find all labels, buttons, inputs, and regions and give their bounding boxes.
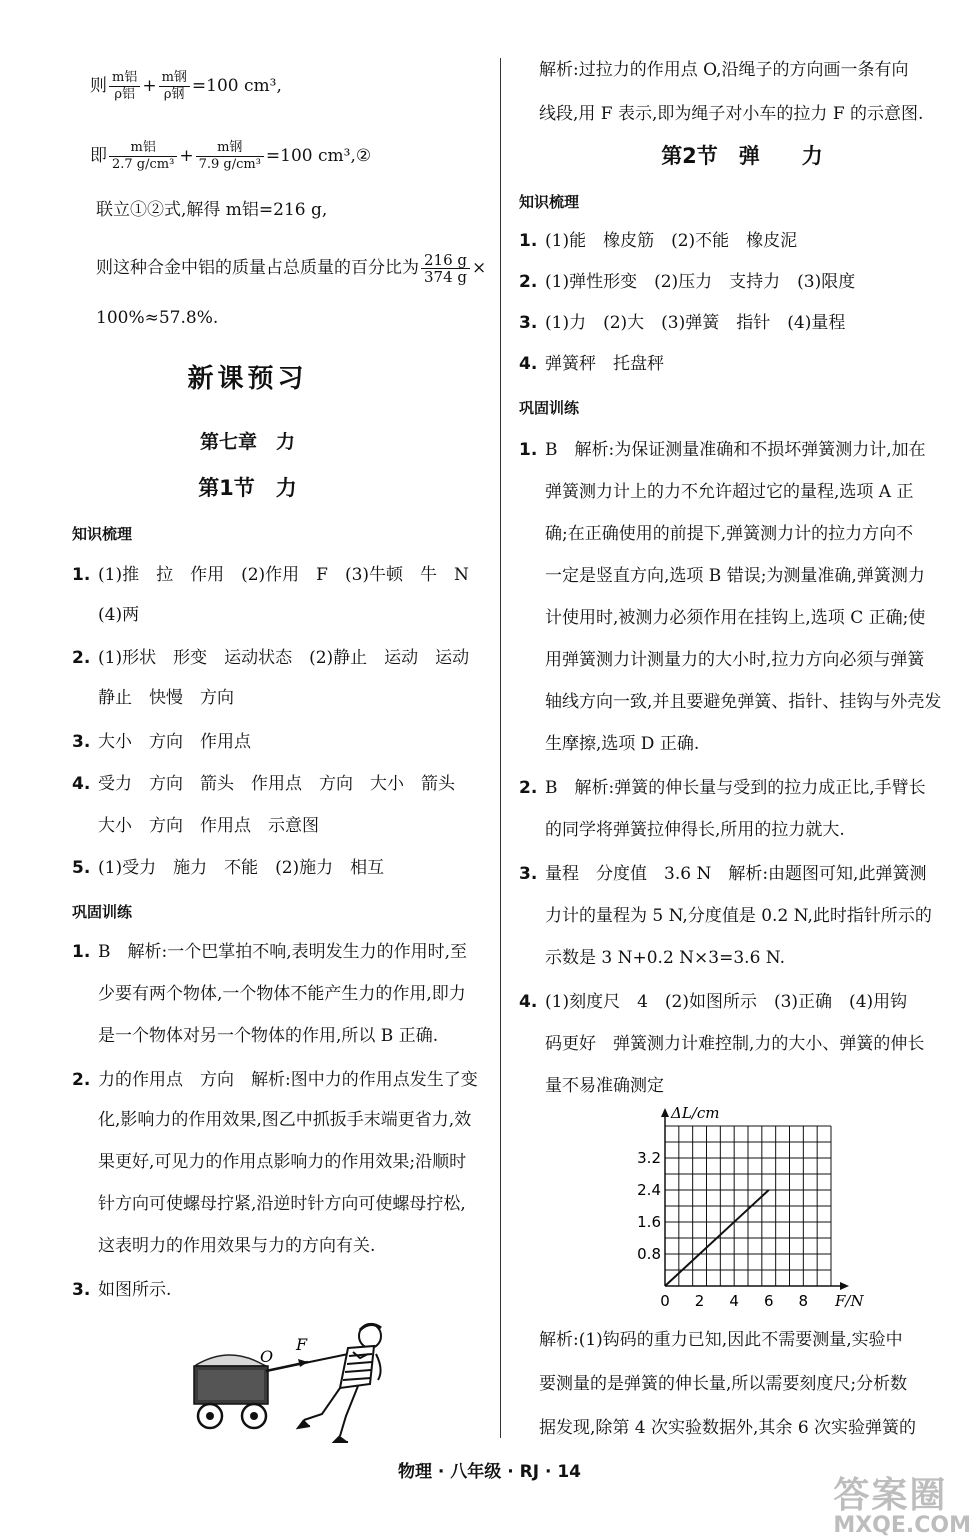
kp-item-3: 3. 大小 方向 作用点 [72, 732, 251, 752]
analysis-line: 解析:(1)钩码的重力已知,因此不需要测量,实验中 [539, 1330, 903, 1350]
kp-item-4-cont: 大小 方向 作用点 示意图 [98, 816, 319, 836]
ex2-item-3: 3. 量程 分度值 3.6 N 解析:由题图可知,此弹簧测 [519, 864, 927, 884]
ex-item-1: 1. B 解析:一个巴掌拍不响,表明发生力的作用时,至 [72, 942, 468, 962]
ex2-item-4: 4. (1)刻度尺 4 (2)如图所示 (3)正确 (4)用钩 [519, 992, 908, 1012]
section-title: 新课预习 [187, 364, 308, 394]
percent-line: 则这种合金中铝的质量占总质量的百分比为 $\frac{216 g}{374 g}$ × [96, 251, 487, 286]
ex2-item-1-cont: 弹簧测力计上的力不允许超过它的量程,选项 A 正 [545, 482, 914, 502]
ex-heading-2: 巩固训练 [519, 399, 580, 417]
x-tick-label: 0 [660, 1292, 670, 1310]
ex2-item-3-cont: 力计的量程为 5 N,分度值是 0.2 N,此时指针所示的 [545, 906, 932, 926]
analysis-line: 解析:过拉力的作用点 O,沿绳子的方向画一条有向 [539, 60, 909, 80]
kp-item-1-cont: (4)两 [98, 605, 140, 625]
ex2-item-1-cont: 用弹簧测力计测量力的大小时,拉力方向必须与弹簧 [545, 650, 925, 670]
ex-item-2-cont: 这表明力的作用效果与力的方向有关. [98, 1236, 376, 1256]
y-tick-label: 2.4 [637, 1181, 661, 1199]
y-tick-label: 1.6 [637, 1213, 661, 1231]
spring-extension-chart [623, 1104, 864, 1316]
cart-pull-figure [188, 1318, 393, 1448]
page-footer: 物理 · 八年级 · RJ · 14 [398, 1462, 581, 1482]
boy [298, 1324, 381, 1442]
analysis-line: 要测量的是弹簧的伸长量,所以需要刻度尺;分析数 [539, 1374, 908, 1394]
kp-item-4: 4. 受力 方向 箭头 作用点 方向 大小 箭头 [72, 774, 455, 794]
ex2-item-4-cont: 量不易准确测定 [545, 1076, 664, 1096]
ex2-item-2: 2. B 解析:弹簧的伸长量与受到的拉力成正比,手臂长 [519, 778, 926, 798]
kp-item-2-cont: 静止 快慢 方向 [98, 688, 234, 708]
ex2-item-1-cont: 确;在正确使用的前提下,弹簧测力计的拉力方向不 [545, 524, 914, 544]
force-f-label: F [296, 1335, 308, 1354]
ex-item-2-cont: 果更好,可见力的作用点影响力的作用效果;沿顺时 [98, 1152, 467, 1172]
x-tick-label: 6 [763, 1292, 774, 1310]
y-axis-arrow [661, 1108, 669, 1117]
ex-item-2: 2. 力的作用点 方向 解析:图中力的作用点发生了变 [72, 1070, 478, 1090]
kp2-item-4: 4. 弹簧秤 托盘秤 [519, 354, 664, 374]
x-tick-label: 2 [694, 1292, 705, 1310]
y-tick-label: 3.2 [637, 1149, 661, 1167]
kp2-item-3: 3. (1)力 (2)大 (3)弹簧 指针 (4)量程 [519, 313, 846, 333]
right-column [505, 0, 979, 1460]
ex-item-1-cont: 是一个物体对另一个物体的作用,所以 B 正确. [98, 1026, 439, 1046]
kp-heading: 知识梳理 [72, 525, 133, 543]
chapter-title: 第七章 力 [199, 431, 295, 453]
ex2-item-1-cont: 一定是竖直方向,选项 B 错误;为测量准确,弹簧测力 [545, 566, 925, 586]
ex-item-3: 3. 如图所示. [72, 1280, 172, 1300]
y-axis-label: ΔL/cm [671, 1104, 720, 1122]
formula-line-2: 即 $\frac{\text{m铝}}{\text{2.7 g/cm³}}$ + $\frac{\text{m钢}}{\text{7.9 g/cm³}}$ =100 cm³,② [90, 140, 372, 172]
kp-item-2: 2. (1)形状 形变 运动状态 (2)静止 运动 运动 [72, 648, 470, 668]
x-axis-arrow [840, 1282, 849, 1290]
left-column [0, 0, 495, 1460]
ex-item-1-cont: 少要有两个物体,一个物体不能产生力的作用,即力 [98, 984, 466, 1004]
x-axis-label: F/N [835, 1292, 864, 1310]
ex2-item-1-cont: 生摩擦,选项 D 正确. [545, 734, 700, 754]
formula-line-1: 则 $\frac{\text{m铝}}{\text{ρ铝}}$ + $\frac{\text{m钢}}{\text{ρ钢}}$ =100 cm³, [90, 70, 282, 102]
percent-end: 100%≈57.8%. [96, 308, 219, 328]
analysis-line: 据发现,除第 4 次实验数据外,其余 6 次实验弹簧的 [539, 1418, 917, 1438]
kp-item-5: 5. (1)受力 施力 不能 (2)施力 相互 [72, 858, 385, 878]
ex2-item-1-cont: 计使用时,被测力必须作用在挂钩上,选项 C 正确;使 [545, 608, 926, 628]
ex2-item-1-cont: 轴线方向一致,并且要避免弹簧、指针、挂钩与外壳发 [545, 692, 942, 712]
cart [194, 1355, 268, 1428]
x-tick-label: 8 [798, 1292, 809, 1310]
watermark: 答案圈 MXQE.COM [833, 1475, 971, 1538]
ex2-item-4-cont: 码更好 弹簧测力计难控制,力的大小、弹簧的伸长 [545, 1034, 925, 1054]
lesson-title: 第1节 力 [198, 476, 297, 500]
ex2-item-2-cont: 的同学将弹簧拉伸得长,所用的拉力就大. [545, 820, 845, 840]
kp-heading-2: 知识梳理 [519, 193, 580, 211]
lesson-title-2: 第2节 弹 力 [661, 144, 823, 168]
ex-item-2-cont: 针方向可使螺母拧紧,沿逆时针方向可使螺母拧松, [98, 1194, 466, 1214]
ex2-item-1: 1. B 解析:为保证测量准确和不损坏弹簧测力计,加在 [519, 440, 926, 460]
point-o-label: O [260, 1347, 274, 1366]
x-tick-label: 4 [729, 1292, 739, 1310]
analysis-line: 线段,用 F 表示,即为绳子对小车的拉力 F 的示意图. [539, 104, 924, 124]
ex-item-2-cont: 化,影响力的作用效果,图乙中抓扳手末端更省力,效 [98, 1110, 472, 1130]
kp2-item-2: 2. (1)弹性形变 (2)压力 支持力 (3)限度 [519, 272, 856, 292]
kp2-item-1: 1. (1)能 橡皮筋 (2)不能 橡皮泥 [519, 231, 798, 251]
kp-item-1: 1. (1)推 拉 作用 (2)作用 F (3)牛顿 牛 N [72, 565, 469, 585]
ex2-item-3-cont: 示数是 3 N+0.2 N×3=3.6 N. [545, 948, 785, 968]
solve-line: 联立①②式,解得 m铝=216 g, [96, 200, 328, 220]
y-tick-label: 0.8 [637, 1245, 661, 1263]
column-divider [500, 58, 501, 1438]
ex-heading: 巩固训练 [72, 903, 133, 921]
